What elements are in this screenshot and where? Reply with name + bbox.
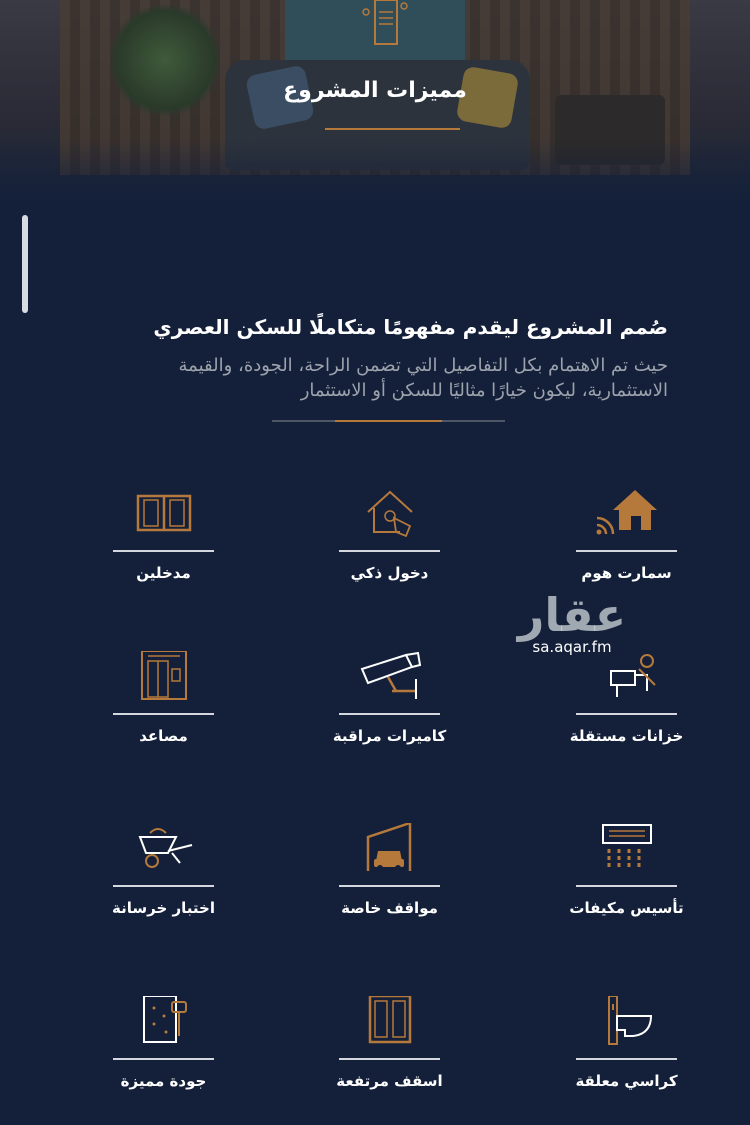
feature-divider	[576, 1058, 677, 1060]
tall-window-icon	[358, 996, 422, 1046]
intro-divider	[272, 420, 505, 422]
feature-label: كراسي معلقة	[575, 1072, 678, 1090]
feature-card	[339, 488, 440, 588]
feature-divider	[339, 885, 440, 887]
feature-card	[113, 823, 214, 923]
feature-label: دخول ذكي	[350, 564, 429, 582]
feature-divider	[339, 1058, 440, 1060]
feature-card	[576, 488, 677, 588]
feature-card	[332, 651, 447, 751]
receipt-icon	[358, 0, 412, 50]
intro-title: صُمم المشروع ليقدم مفهومًا متكاملًا للسكن العصري	[153, 315, 668, 339]
feature-divider	[576, 550, 677, 552]
feature-card	[113, 651, 214, 751]
feature-divider	[576, 713, 677, 715]
divider-accent	[335, 420, 442, 422]
feature-label: مصاعد	[139, 727, 188, 745]
wheelbarrow-icon	[132, 823, 196, 873]
feature-divider	[339, 550, 440, 552]
page-title: مميزات المشروع	[283, 78, 467, 103]
feature-card	[113, 996, 214, 1096]
feature-card	[336, 996, 443, 1096]
feature-label: جودة مميزة	[120, 1072, 207, 1090]
car-parking-icon	[358, 823, 422, 873]
watermark-logo: عقار	[517, 588, 627, 642]
feature-label: سمارت هوم	[581, 564, 672, 582]
feature-label: خزانات مستقلة	[569, 727, 684, 745]
feature-divider	[113, 885, 214, 887]
watermark	[512, 590, 632, 660]
scrollbar[interactable]	[22, 215, 28, 313]
feature-label: مواقف خاصة	[341, 899, 438, 917]
intro-body: حيث تم الاهتمام بكل التفاصيل التي تضمن الراحة، الجودة، والقيمة الاستثمارية، ليكون خيارًا مثاليًا للسكن أو الاستثمار	[178, 355, 668, 401]
feature-card	[569, 651, 684, 751]
feature-label: مدخلين	[136, 564, 191, 582]
watermark-url: sa.aqar.fm	[532, 638, 612, 656]
feature-divider	[113, 713, 214, 715]
title-underline	[325, 128, 460, 130]
feature-label: اسقف مرتفعة	[336, 1072, 443, 1090]
feature-label: كاميرات مراقبة	[332, 727, 447, 745]
feature-card	[569, 823, 684, 923]
feature-label: اختبار خرسانة	[112, 899, 215, 917]
feature-card	[576, 996, 677, 1096]
hero-banner	[0, 0, 750, 210]
double-door-icon	[132, 488, 196, 538]
feature-divider	[113, 550, 214, 552]
wallpaper-roll-icon	[132, 996, 196, 1046]
feature-label: تأسيس مكيفات	[569, 899, 684, 917]
elevator-icon	[132, 651, 196, 701]
feature-divider	[576, 885, 677, 887]
feature-divider	[339, 713, 440, 715]
security-camera-icon	[358, 651, 422, 701]
feature-card	[113, 488, 214, 588]
air-conditioner-icon	[595, 823, 659, 873]
hero-fade	[0, 140, 750, 210]
feature-card	[339, 823, 440, 923]
smart-entry-icon	[358, 488, 422, 538]
feature-divider	[113, 1058, 214, 1060]
wall-hung-toilet-icon	[595, 996, 659, 1046]
smart-home-icon	[595, 488, 659, 538]
